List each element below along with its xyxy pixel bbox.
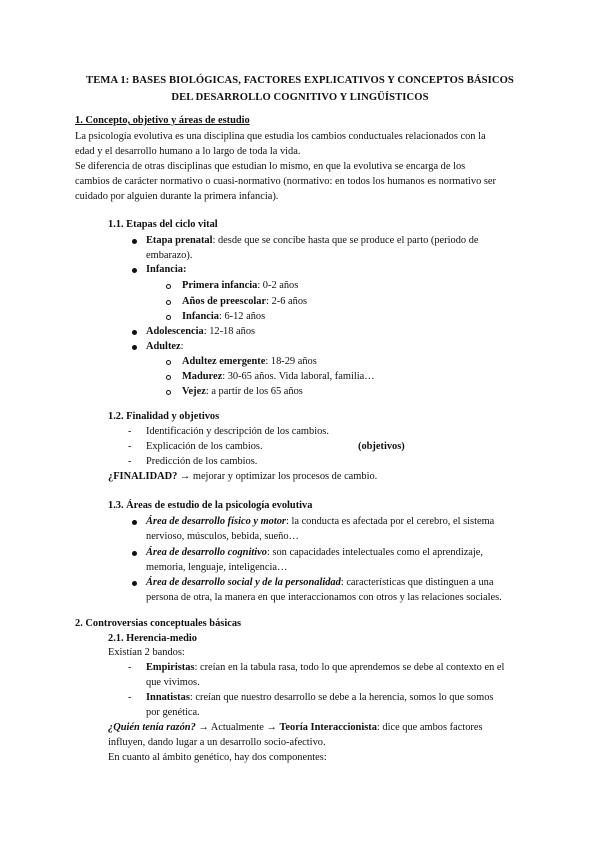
circle-bullet-icon [166, 284, 171, 289]
paragraph-line: influyen, dando lugar a un desarrollo socio-afectivo. [108, 737, 326, 748]
paragraph-line: Existían 2 bandos: [108, 647, 185, 658]
list-item-prenatal: Etapa prenatal: desde que se concibe hasta que se produce el parto (periodo de [146, 235, 479, 246]
list-item-primera-infancia: Primera infancia: 0-2 años [182, 280, 299, 291]
page-title [60, 72, 540, 106]
list-item-continuation: persona de otra, la manera en que interaccionamos con otros y las relaciones sociales. [146, 592, 502, 603]
section-1-3-heading: 1.3. Áreas de estudio de la psicología evolutiva [108, 500, 313, 511]
bullet-icon [132, 520, 137, 525]
dash-marker: - [128, 692, 132, 703]
bullet-icon [132, 330, 137, 335]
section-2-1-heading: 2.1. Herencia-medio [108, 633, 197, 644]
dash-marker: - [128, 662, 132, 673]
list-item-adultez: Adultez: [146, 341, 184, 352]
list-item-infancia: Infancia: [146, 264, 187, 275]
list-item-continuation: nervioso, músculos, bebida, sueño… [146, 531, 299, 542]
section-1-2-heading: 1.2. Finalidad y objetivos [108, 411, 220, 422]
circle-bullet-icon [166, 390, 171, 395]
list-item-adolescencia: Adolescencia: 12-18 años [146, 326, 256, 337]
paragraph-line: En cuanto al ámbito genético, hay dos componentes: [108, 752, 327, 763]
list-item: Predicción de los cambios. [146, 456, 258, 467]
list-item-continuation: por genética. [146, 707, 200, 718]
list-item-continuation: embarazo). [146, 250, 193, 261]
list-item-infancia-6-12: Infancia: 6-12 años [182, 311, 266, 322]
list-item-continuation: que vivimos. [146, 677, 200, 688]
list-item: Identificación y descripción de los cambios. [146, 426, 329, 437]
circle-bullet-icon [166, 360, 171, 365]
bullet-icon [132, 581, 137, 586]
section-2-heading: 2. Controversias conceptuales básicas [75, 618, 242, 629]
list-item-adultez-emergente: Adultez emergente: 18-29 años [182, 356, 317, 367]
section-1-1-heading: 1.1. Etapas del ciclo vital [108, 219, 218, 230]
title-line-2: DEL DESARROLLO COGNITIVO Y LINGÜÍSTICOS [171, 92, 429, 103]
objetivos-label: (objetivos) [358, 441, 405, 452]
bullet-icon [132, 239, 137, 244]
section-1-heading: 1. Concepto, objetivo y áreas de estudio [75, 115, 250, 126]
bullet-icon [132, 551, 137, 556]
dash-marker: - [128, 456, 132, 467]
list-item: Explicación de los cambios. [146, 441, 263, 452]
finalidad-line: ¿FINALIDAD? → mejorar y optimizar los procesos de cambio. [108, 471, 378, 482]
list-item-preescolar: Años de preescolar: 2-6 años [182, 296, 308, 307]
circle-bullet-icon [166, 315, 171, 320]
paragraph-line: cambios de carácter normativo o cuasi-normativo (normativo: en todos los humanos es normativo ser [75, 176, 496, 187]
list-item-area-fisico: Área de desarrollo físico y motor: la conducta es afectada por el cerebro, el sistema [146, 516, 495, 527]
paragraph-line: La psicología evolutiva es una disciplina que estudia los cambios conductuales relacionados con la [75, 131, 486, 142]
paragraph-line: Se diferencia de otras disciplinas que estudian lo mismo, en que la evolutiva se encarga de los [75, 161, 466, 172]
list-item-empiristas: Empiristas: creían en la tabula rasa, todo lo que aprendemos se debe al contexto en el [146, 662, 505, 673]
list-item-area-cognitivo: Área de desarrollo cognitivo: son capacidades intelectuales como el aprendizaje, [146, 547, 484, 558]
list-item-innatistas: Innatistas: creían que nuestro desarrollo se debe a la herencia, somos lo que somos [146, 692, 494, 703]
list-item-vejez: Vejez: a partir de los 65 años [182, 386, 303, 397]
circle-bullet-icon [166, 375, 171, 380]
list-item-area-social: Área de desarrollo social y de la personalidad: características que distinguen a una [146, 577, 494, 588]
title-line-1: TEMA 1: BASES BIOLÓGICAS, FACTORES EXPLICATIVOS Y CONCEPTOS BÁSICOS [86, 75, 514, 86]
question-line: ¿Quién tenía razón? → Actualmente → Teoría Interaccionista: dice que ambos factores [108, 722, 483, 733]
list-item-continuation: memoria, lenguaje, inteligencia… [146, 562, 288, 573]
bullet-icon [132, 268, 137, 273]
circle-bullet-icon [166, 300, 171, 305]
dash-marker: - [128, 426, 132, 437]
dash-marker: - [128, 441, 132, 452]
paragraph-line: edad y el desarrollo humano a lo largo de toda la vida. [75, 146, 301, 157]
list-item-madurez: Madurez: 30-65 años. Vida laboral, familia… [182, 371, 375, 382]
bullet-icon [132, 345, 137, 350]
paragraph-line: cuidado por alguien durante la primera infancia). [75, 191, 279, 202]
